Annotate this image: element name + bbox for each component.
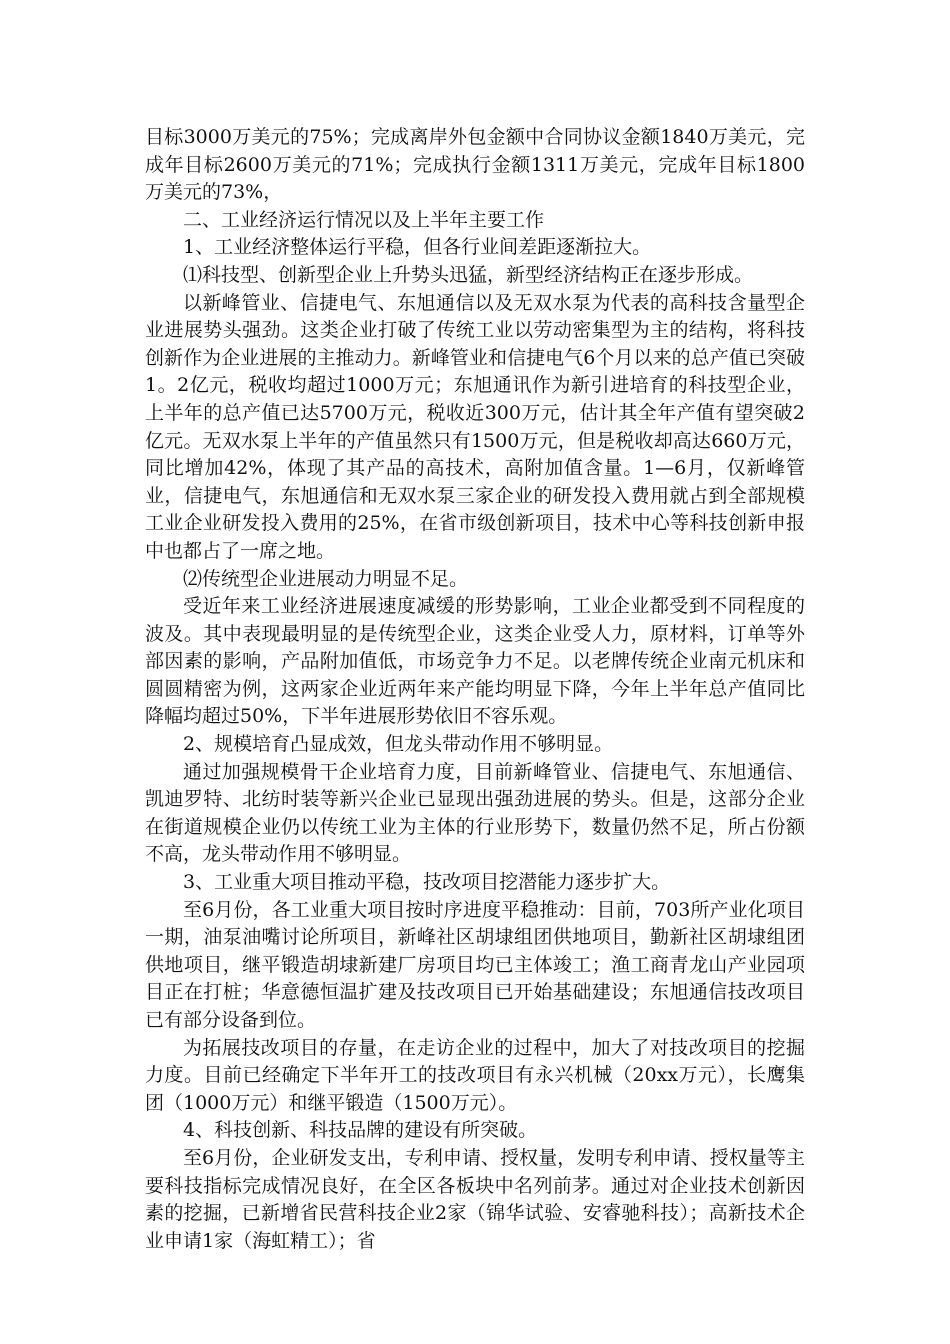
paragraph-tech-enterprises: 以新峰管业、信捷电气、东旭通信以及无双水泵为代表的高科技含量型企业进展势头强劲。这类企业打破了传统工业以劳动密集型为主的结构，将科技创新作为企业进展的主推动力。新峰管业和信捷电气6个月以来的总产值已突破1。2亿元，税收均超过1000万元；东旭通讯作为新引进培育的科技型企业，上半年的总产值已达5700万元，税收近300万元，估计其全年产值有望突破2亿元。无双水泵上半年的产值虽然只有1500万元，但是税收却高达660万元，同比增加42%，体现了其产品的高技术，高附加值含量。1—6月，仅新峰管业，信捷电气，东旭通信和无双水泵三家企业的研发投入费用就占到全部规模工业企业研发投入费用的25%，在省市级创新项目，技术中心等科技创新申报中也都占了一席之地。 [145, 291, 805, 562]
section-heading-industrial-economy: 二、工业经济运行情况以及上半年主要工作 [183, 208, 545, 231]
subheading-tech-enterprises: ⑴科技型、创新型企业上升势头迅猛，新型经济结构正在逐步形成。 [183, 263, 754, 286]
subheading-traditional-enterprises: ⑵传统型企业进展动力明显不足。 [183, 567, 469, 590]
subheading-major-projects: 3、工业重大项目推动平稳，技改项目挖潜能力逐步扩大。 [183, 871, 671, 894]
document-page [145, 124, 805, 1255]
subheading-overall-operation: 1、工业经济整体运行平稳，但各行业间差距逐渐拉大。 [183, 236, 652, 259]
paragraph-overseas-outsourcing-stats: 目标3000万美元的75%；完成离岸外包金额中合同协议金额1840万美元，完成年目标2600万美元的71%；完成执行金额1311万美元，完成年目标1800万美元的73%， [145, 126, 805, 204]
paragraph-scale-cultivation: 通过加强规模骨干企业培育力度，目前新峰管业、信捷电气、东旭通信、凯迪罗特、北纺时装等新兴企业已显现出强劲进展的势头。但是，这部分企业在街道规模企业仍以传统工业为主体的行业形势下，数量仍然不足，所占份额不高，龙头带动作用不够明显。 [145, 760, 805, 866]
paragraph-major-projects: 至6月份，各工业重大项目按时序进度平稳推动：目前，703所产业化项目一期，油泵油嘴讨论所项目，新峰社区胡埭组团供地项目，勤新社区胡埭组团供地项目，继平锻造胡埭新建厂房项目均已主体竣工；渔工商青龙山产业园项目正在打桩；华意德恒温扩建及技改项目已开始基础建设；东旭通信技改项目已有部分设备到位。 [145, 898, 805, 1031]
paragraph-traditional-enterprises: 受近年来工业经济进展速度减缓的形势影响，工业企业都受到不同程度的波及。其中表现最明显的是传统型企业，这类企业受人力，原材料，订单等外部因素的影响，产品附加值低，市场竞争力不足。以老牌传统企业南元机床和圆圆精密为例，这两家企业近两年来产能均明显下降，今年上半年总产值同比降幅均超过50%，下半年进展形势依旧不容乐观。 [145, 595, 805, 728]
paragraph-tech-renovation: 为拓展技改项目的存量，在走访企业的过程中，加大了对技改项目的挖掘力度。目前已经确定下半年开工的技改项目有永兴机械（20xx万元），长鹰集团（1000万元）和继平锻造（1500万元）。 [145, 1036, 805, 1114]
subheading-scale-cultivation: 2、规模培育凸显成效，但龙头带动作用不够明显。 [183, 733, 614, 756]
subheading-tech-innovation: 4、科技创新、科技品牌的建设有所突破。 [183, 1119, 538, 1142]
paragraph-tech-innovation: 至6月份，企业研发支出，专利申请、授权量，发明专利申请、授权量等主要科技指标完成情况良好，在全区各板块中名列前茅。通过对企业技术创新因素的挖掘，已新增省民营科技企业2家（锦华试验、安睿驰科技）；高新技术企业申请1家（海虹精工）；省 [145, 1146, 805, 1252]
